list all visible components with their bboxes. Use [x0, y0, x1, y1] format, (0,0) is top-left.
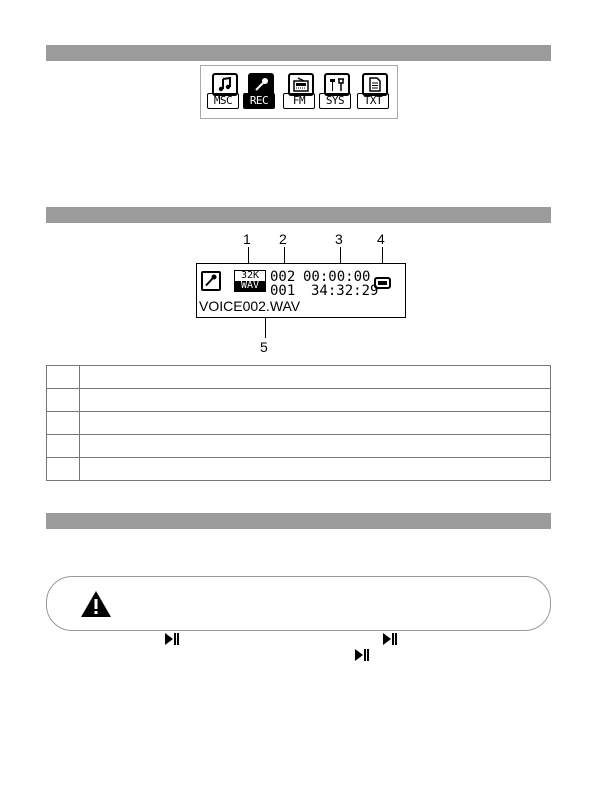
warning-box [46, 576, 551, 631]
table-row [47, 458, 551, 481]
menu-item-label: FM [283, 93, 315, 109]
warning-triangle-icon [80, 590, 112, 618]
table-row [47, 389, 551, 412]
bitrate-label: 32K [240, 270, 260, 281]
record-screen-display [196, 263, 406, 318]
callout-4: 4 [377, 231, 385, 247]
callout-1: 1 [243, 231, 251, 247]
menu-item-label: SYS [319, 93, 351, 109]
menu-item-label: TXT [357, 93, 389, 109]
menu-item-label: MSC [207, 93, 239, 109]
section-header-bar-3 [46, 513, 551, 529]
menu-item-label: REC [243, 93, 275, 109]
play-pause-icon [383, 632, 397, 646]
table-row [47, 366, 551, 389]
section-header-bar-1 [46, 45, 551, 61]
microphone-icon [201, 271, 221, 291]
menu-item-txt[interactable] [357, 73, 389, 110]
bitrate-format-badge [234, 270, 266, 292]
menu-item-sys[interactable] [319, 73, 351, 110]
battery-icon [374, 277, 391, 289]
format-label: WAV [235, 281, 265, 291]
play-pause-icon [165, 632, 179, 646]
legend-table [46, 365, 551, 481]
total-files: 001 [270, 283, 296, 299]
callout-3: 3 [335, 231, 343, 247]
remaining-time: 34:32:29 [311, 283, 379, 299]
main-menu-strip [200, 65, 398, 119]
play-pause-icon [355, 648, 369, 662]
menu-item-rec[interactable] [243, 73, 275, 110]
menu-item-fm[interactable] [283, 73, 315, 110]
recording-filename: VOICE002.WAV [199, 298, 301, 314]
section-header-bar-2 [46, 207, 551, 223]
file-number: 002 [270, 269, 296, 285]
table-row [47, 435, 551, 458]
table-row [47, 412, 551, 435]
callout-5: 5 [260, 339, 268, 355]
elapsed-time: 00:00:00 [303, 269, 371, 285]
callout-2: 2 [279, 231, 287, 247]
menu-item-msc[interactable] [207, 73, 239, 110]
